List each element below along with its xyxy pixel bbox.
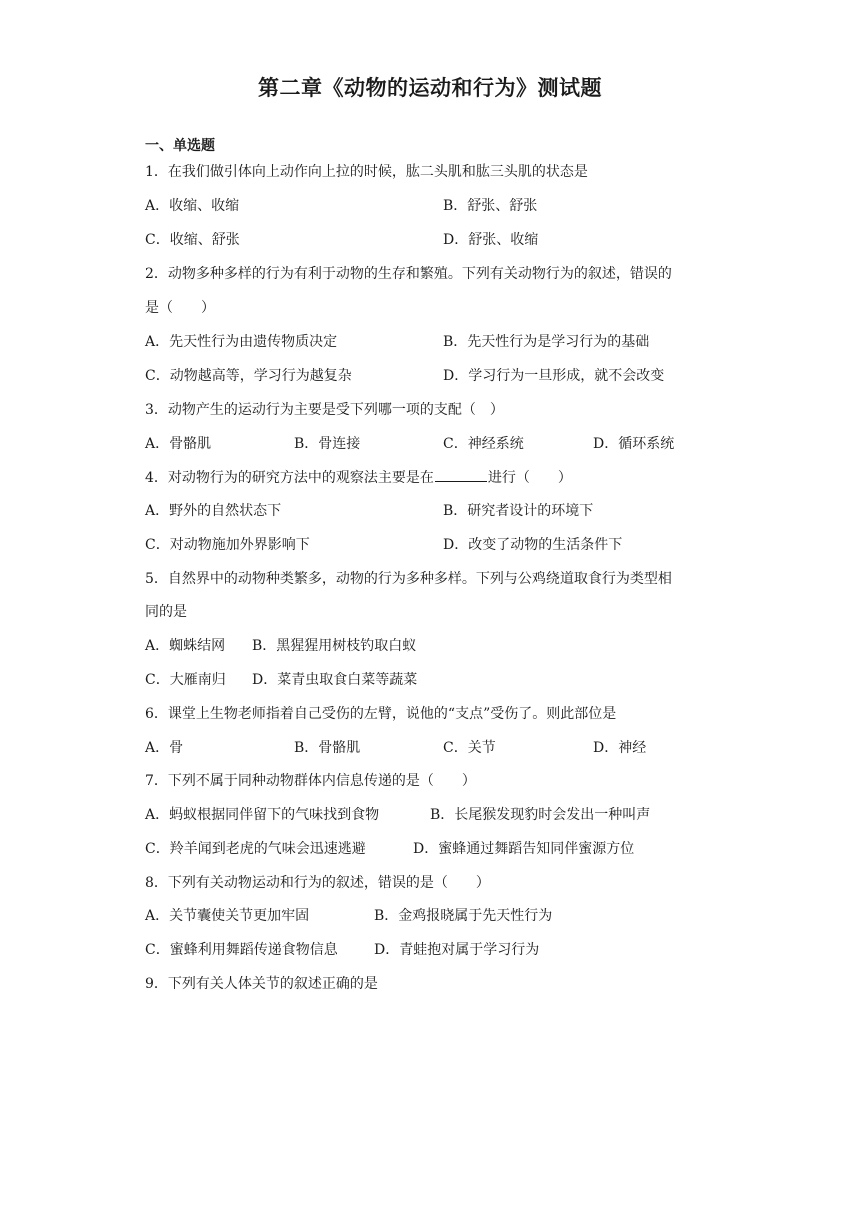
- question-2-option-d: D．学习行为一旦形成，就不会改变: [443, 368, 665, 384]
- question-7-option-d: D．蜜蜂通过舞蹈告知同伴蜜源方位: [413, 841, 635, 857]
- question-8-option-d: D．青蛙抱对属于学习行为: [374, 942, 540, 958]
- answer-blank: [435, 467, 487, 482]
- question-1-option-a: A．收缩、收缩: [145, 198, 240, 214]
- question-3-option-c: C．神经系统: [443, 436, 524, 452]
- question-7-stem: 7．下列不属于同种动物群体内信息传递的是（ ）: [145, 773, 476, 789]
- question-3-option-b: B．骨连接: [294, 436, 361, 452]
- question-6-option-b: B．骨骼肌: [294, 740, 361, 756]
- question-2-option-a: A．先天性行为由遗传物质决定: [145, 334, 338, 350]
- question-5-option-a: A．蜘蛛结网: [145, 638, 226, 654]
- question-2-stem-line1: 2．动物多种多样的行为有利于动物的生存和繁殖。下列有关动物行为的叙述，错误的: [145, 266, 672, 282]
- question-7-option-b: B．长尾猴发现豹时会发出一种叫声: [430, 807, 651, 823]
- question-7-option-c: C．羚羊闻到老虎的气味会迅速逃避: [145, 841, 366, 857]
- question-4-option-a: A．野外的自然状态下: [145, 503, 282, 519]
- question-8-option-c: C．蜜蜂利用舞蹈传递食物信息: [145, 942, 338, 958]
- question-1-option-b: B．舒张、舒张: [443, 198, 538, 214]
- question-4-stem: [145, 467, 572, 488]
- question-5-stem-line2: 同的是: [145, 604, 187, 620]
- question-3-option-a: A．骨骼肌: [145, 436, 212, 452]
- question-1-option-c: C．收缩、舒张: [145, 232, 240, 248]
- page-title: 第二章《动物的运动和行为》测试题: [258, 76, 602, 100]
- question-5-stem-line1: 5．自然界中的动物种类繁多，动物的行为多种多样。下列与公鸡绕道取食行为类型相: [145, 571, 672, 587]
- question-2-option-c: C．动物越高等，学习行为越复杂: [145, 368, 352, 384]
- question-3-option-d: D．循环系统: [593, 436, 675, 452]
- question-8-option-a: A．关节囊使关节更加牢固: [145, 908, 310, 924]
- question-6-stem: 6．课堂上生物老师指着自己受伤的左臂，说他的“支点”受伤了。则此部位是: [145, 706, 617, 722]
- question-6-option-c: C．关节: [443, 740, 496, 756]
- question-1-option-d: D．舒张、收缩: [443, 232, 539, 248]
- question-4-option-c: C．对动物施加外界影响下: [145, 537, 310, 553]
- question-4-option-d: D．改变了动物的生活条件下: [443, 537, 623, 553]
- question-4-stem-after: 进行（ ）: [487, 470, 572, 486]
- question-3-stem: 3．动物产生的运动行为主要是受下列哪一项的支配（ ）: [145, 402, 504, 418]
- question-7-option-a: A．蚂蚁根据同伴留下的气味找到食物: [145, 807, 380, 823]
- question-2-stem-line2: 是（ ）: [145, 300, 215, 316]
- question-8-option-b: B．金鸡报晓属于先天性行为: [374, 908, 553, 924]
- question-5-option-b: B．黑猩猩用树枝钓取白蚁: [252, 638, 417, 654]
- section-heading: 一、单选题: [145, 138, 215, 154]
- question-9-stem: 9．下列有关人体关节的叙述正确的是: [145, 976, 378, 992]
- question-4-option-b: B．研究者设计的环境下: [443, 503, 594, 519]
- question-5-option-d: D．菜青虫取食白菜等蔬菜: [252, 672, 418, 688]
- question-6-option-d: D．神经: [593, 740, 647, 756]
- question-1-stem: 1．在我们做引体向上动作向上拉的时候，肱二头肌和肱三头肌的状态是: [145, 164, 588, 180]
- question-8-stem: 8．下列有关动物运动和行为的叙述，错误的是（ ）: [145, 875, 490, 891]
- question-5-option-c: C．大雁南归: [145, 672, 226, 688]
- question-4-stem-before: 4．对动物行为的研究方法中的观察法主要是在: [145, 470, 434, 486]
- question-6-option-a: A．骨: [145, 740, 184, 756]
- question-2-option-b: B．先天性行为是学习行为的基础: [443, 334, 650, 350]
